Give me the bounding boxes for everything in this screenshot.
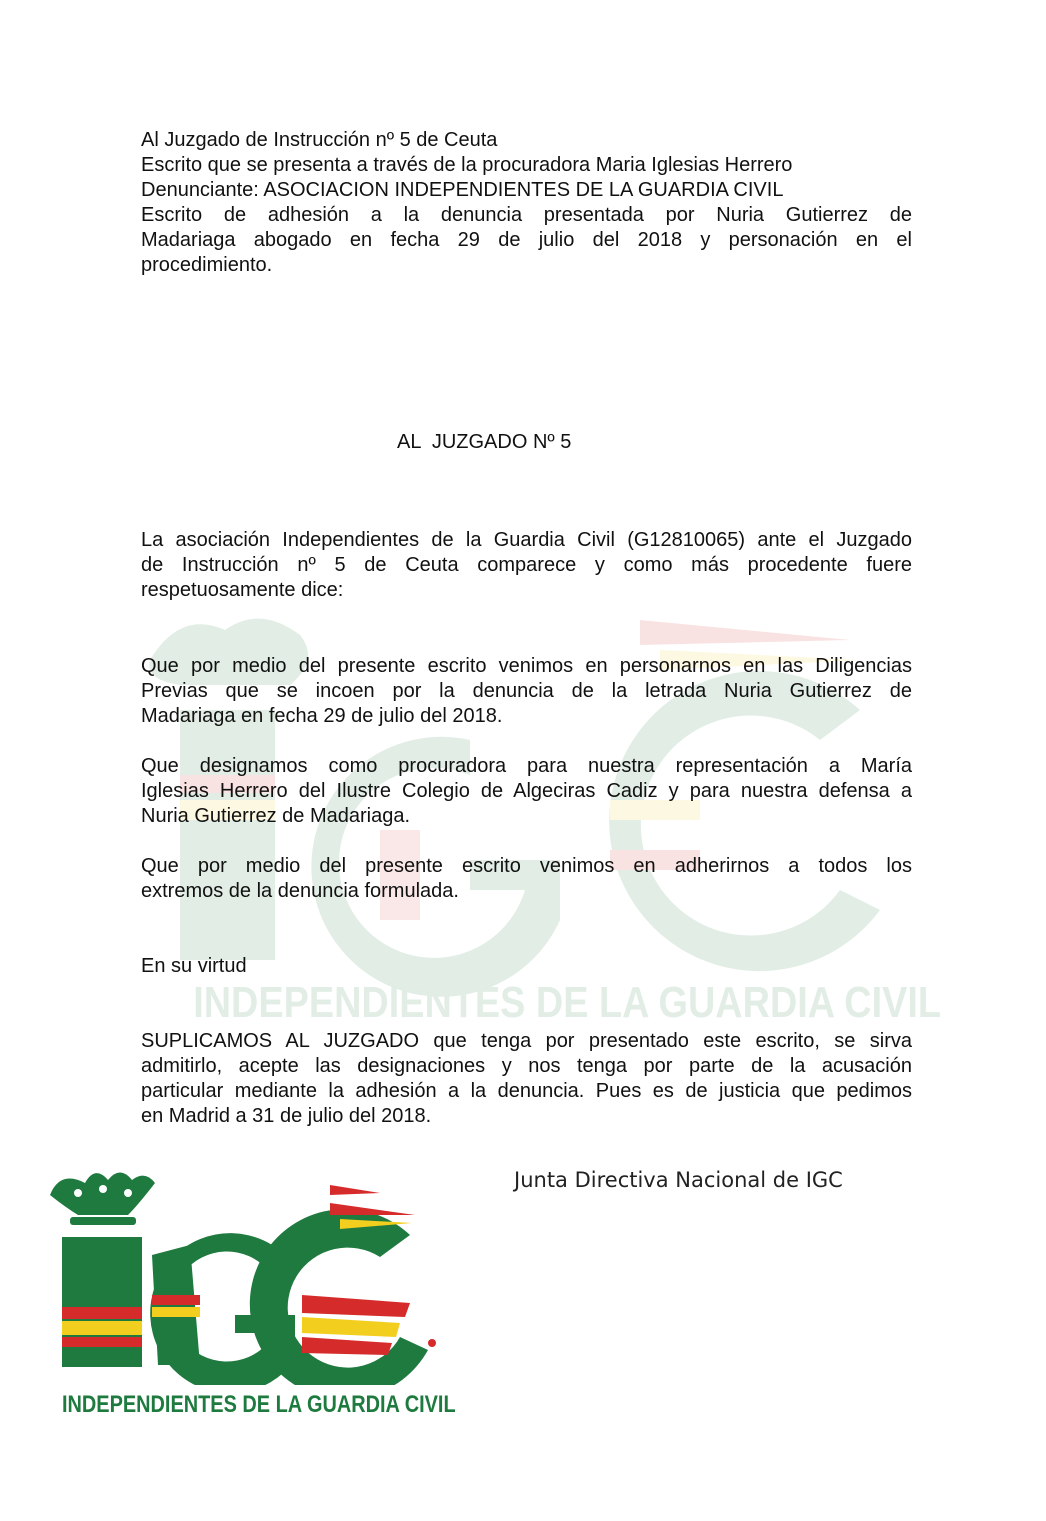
personacion-line1: Que por medio del presente escrito venimos en personarnos en las Diligencias: [141, 655, 912, 677]
designacion-line3: Nuria Gutierrez de Madariaga.: [141, 805, 411, 827]
header-block: [141, 128, 912, 278]
suplica-line1: SUPLICAMOS AL JUZGADO que tenga por presentado este escrito, se sirva: [141, 1030, 912, 1052]
watermark-text: INDEPENDIENTES DE LA GUARDIA CIVIL: [193, 978, 941, 1027]
intro-line2: de Instrucción nº 5 de Ceuta comparece y como más procedente fuere: [141, 554, 912, 576]
personacion-line2: Previas que se incoen por la denuncia de la letrada Nuria Gutierrez de: [141, 680, 912, 702]
document-title: AL JUZGADO Nº 5: [397, 431, 572, 453]
adhesion-paragraph: [141, 854, 912, 904]
suplica-line3: particular mediante la adhesión a la denuncia. Pues es de justicia que pedimos: [141, 1080, 912, 1102]
personacion-line3: Madariaga en fecha 29 de julio del 2018.: [141, 705, 503, 727]
intro-line1: La asociación Independientes de la Guardia Civil (G12810065) ante el Juzgado: [141, 529, 912, 551]
header-subject-line1: Escrito de adhesión a la denuncia presentada por Nuria Gutierrez de: [141, 204, 912, 226]
signature: Junta Directiva Nacional de IGC: [514, 1168, 843, 1192]
personacion-paragraph: [141, 654, 912, 729]
header-subject-line2: Madariaga abogado en fecha 29 de julio del 2018 y personación en el: [141, 229, 912, 251]
suplica-line4: en Madrid a 31 de julio del 2018.: [141, 1105, 432, 1127]
designacion-paragraph: [141, 754, 912, 829]
header-procuradora: Escrito que se presenta a través de la procuradora Maria Iglesias Herrero: [141, 154, 793, 176]
igc-logo: [40, 1165, 456, 1425]
suplica-line2: admitirlo, acepte las designaciones y nos tenga por parte de la acusación: [141, 1055, 912, 1077]
intro-line3: respetuosamente dice:: [141, 579, 344, 601]
adhesion-line1: Que por medio del presente escrito venimos en adherirnos a todos los: [141, 855, 912, 877]
designacion-line1: Que designamos como procuradora para nuestra representación a María: [141, 755, 912, 777]
header-denunciante: Denunciante: ASOCIACION INDEPENDIENTES DE LA GUARDIA CIVIL: [141, 179, 784, 201]
intro-paragraph: [141, 528, 912, 603]
virtud-text: En su virtud: [141, 955, 247, 977]
igc-crown-logo-icon: [40, 1165, 440, 1385]
header-court: Al Juzgado de Instrucción nº 5 de Ceuta: [141, 129, 498, 151]
suplica-paragraph: [141, 1029, 912, 1129]
virtud-line: [141, 954, 912, 979]
adhesion-line2: extremos de la denuncia formulada.: [141, 880, 459, 902]
logo-text: INDEPENDIENTES DE LA GUARDIA CIVIL: [62, 1391, 456, 1418]
designacion-line2: Iglesias Herrero del Ilustre Colegio de Algeciras Cadiz y para nuestra defensa a: [141, 780, 912, 802]
header-subject-line3: procedimiento.: [141, 254, 273, 276]
